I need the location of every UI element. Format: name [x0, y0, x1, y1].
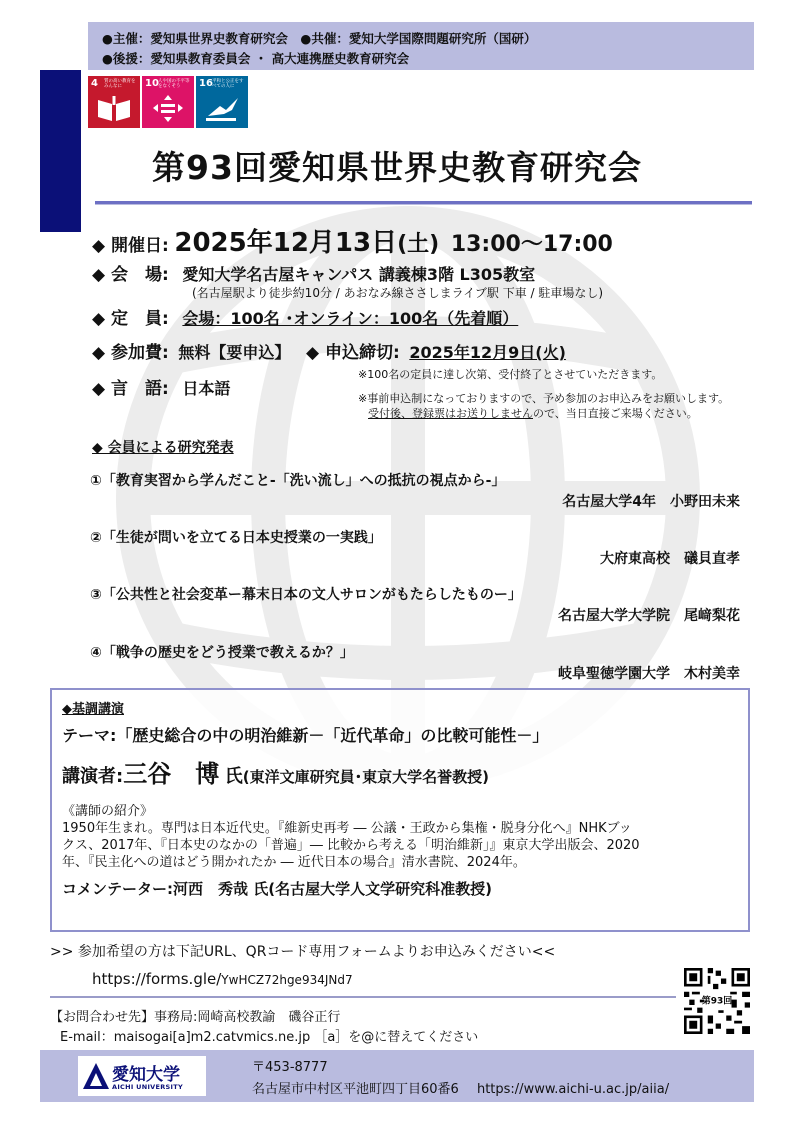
venue-value: 愛知大学名古屋キャンパス 講義棟3階 L305教室	[182, 265, 536, 284]
presentations-heading: ◆ 会員による研究発表	[92, 440, 234, 456]
keynote-box	[50, 688, 750, 932]
sdg-16-icon: 16 平和と公正をすべての人に	[196, 76, 248, 128]
venue-label: ◆ 会 場:	[92, 265, 169, 285]
language-row	[92, 374, 230, 399]
talk-1-title: ①「教育実習から学んだこと-「洗い流し」への抵抗の視点から-」	[90, 473, 506, 489]
title-underline	[95, 201, 752, 205]
language-label: ◆ 言 語:	[92, 379, 169, 399]
contact-email: E-mail：maisogai[a]m2.catvmics.ne.jp ［a］を@に替えてください	[60, 1030, 479, 1045]
aichi-university-logo: 愛知大学 AICHI UNIVERSITY	[78, 1056, 206, 1096]
sdg-10-icon: 10 人や国の不平等をなくそう	[142, 76, 194, 128]
organizers-banner	[88, 22, 754, 70]
talk-4-title: ④「戦争の歴史をどう授業で教えるか？」	[90, 645, 354, 661]
fee-row	[92, 338, 566, 363]
qr-label: 第93回	[701, 996, 733, 1007]
capacity-value: 会場：100名 ･オンライン：100名（先着順）	[182, 309, 519, 328]
contact-line-1: 【お問合わせ先】事務局:岡崎高校教諭 磯谷正行	[50, 1010, 341, 1025]
speaker-intro-line-1: 1950年生まれ。専門は日本近代史。『維新史再考 ― 公議・王政から集権・脱身分化へ』NHKブッ	[62, 821, 632, 836]
talk-2-title: ②「生徒が問いを立てる日本史授業の一実践」	[90, 530, 382, 546]
talk-3-speaker: 名古屋大学大学院 尾﨑梨花	[558, 608, 740, 624]
speaker-intro-line-3: 年、『民主化への道はどう開かれたか ― 近代日本の場合』清水書院、2024年。	[62, 855, 526, 870]
deadline-value: 2025年12月9日(火)	[409, 343, 566, 362]
speaker-intro-heading: 《講師の紹介》	[62, 804, 154, 819]
venue-note: (名古屋駅より徒歩約10分 / あおなみ線ささしまライブ駅 下車 / 駐車場なし)	[192, 286, 604, 300]
deadline-label: ◆ 申込締切:	[305, 343, 400, 363]
registration-divider	[50, 996, 676, 998]
note-ticket: 受付後、登録票はお送りしませんので、当日直接ご来場ください。	[368, 407, 698, 420]
date-value: 2025年12月13日	[174, 228, 398, 258]
footer-website[interactable]: https://www.aichi-u.ac.jp/aiia/	[476, 1082, 670, 1097]
registration-url[interactable]: https://forms.gle/YwHCZ72hge934JNd7	[92, 970, 353, 988]
qr-code-icon[interactable]	[684, 968, 750, 1034]
venue-row	[92, 260, 535, 285]
keynote-heading: ◆基調講演	[62, 702, 124, 717]
commentator: コメンテーター:河西 秀哉 氏(名古屋大学人文学研究科准教授)	[62, 880, 492, 898]
sdg-4-icon: 4 質の高い教育をみんなに	[88, 76, 140, 128]
date-day: (土)	[397, 232, 440, 257]
talk-4-speaker: 岐阜聖徳学園大学 木村美幸	[558, 666, 740, 682]
footer-bar	[40, 1050, 754, 1102]
date-row	[92, 222, 613, 259]
date-label: ◆ 開催日:	[92, 236, 169, 256]
talk-1-speaker: 名古屋大学4年 小野田未来	[562, 494, 740, 510]
talk-2-speaker: 大府東高校 礒貝直孝	[600, 551, 740, 567]
organizers-line: ●主催：愛知県世界史教育研究会 ●共催：愛知大学国際問題研究所（国研）	[102, 31, 537, 46]
speaker-intro-line-2: クス、2017年、『日本史のなかの「普遍」― 比較から考える「明治維新」』東京大学出版会、2020	[62, 838, 640, 853]
language-value: 日本語	[182, 379, 231, 398]
note-capacity: ※100名の定員に達し次第、受付終了とさせていただきます。	[358, 368, 663, 381]
keynote-speaker: 講演者:三谷 博 氏(東洋文庫研究員･東京大学名誉教授)	[62, 760, 489, 788]
keynote-theme: テーマ:「歴史総合の中の明治維新－「近代革命」の比較可能性－」	[62, 726, 549, 745]
footer-address-line: 名古屋市中村区平池町四丁目60番6 https://www.aichi-u.ac.jp/aiia/	[252, 1082, 670, 1097]
capacity-label: ◆ 定 員:	[92, 309, 169, 329]
footer-postal: 〒453-8777	[252, 1060, 328, 1075]
page-title: 第93回愛知県世界史教育研究会	[152, 148, 642, 187]
support-line: ●後援：愛知県教育委員会 ・ 高大連携歴史教育研究会	[102, 51, 410, 66]
fee-value: 無料【要申込】	[178, 343, 291, 362]
talk-3-title: ③「公共性と社会変革ー幕末日本の文人サロンがもたらしたものー」	[90, 587, 522, 603]
date-time: 13:00～17:00	[450, 232, 613, 257]
registration-instruction: >> 参加希望の方は下記URL、QRコード専用フォームよりお申込みください<<	[50, 944, 556, 960]
fee-label: ◆ 参加費:	[92, 343, 169, 363]
capacity-row	[92, 304, 518, 329]
note-prereg: ※事前申込制になっておりますので、予め参加のお申込みをお願いします。	[358, 392, 730, 405]
logo-mark-icon	[81, 1061, 111, 1091]
